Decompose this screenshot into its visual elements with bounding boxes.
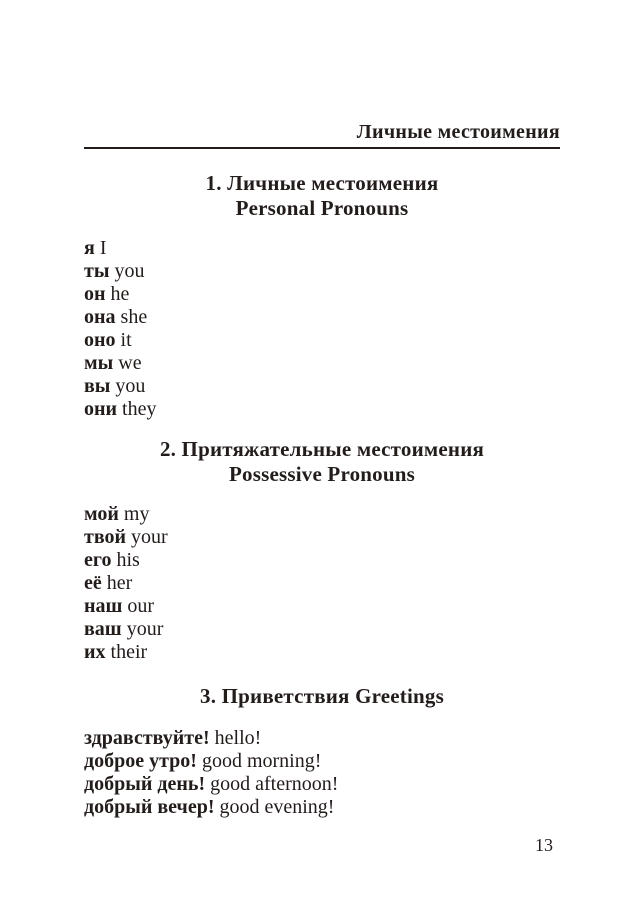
english-translation: your — [126, 618, 164, 640]
russian-term: они — [84, 398, 118, 420]
section-title-russian: 3. Приветствия Greetings — [200, 684, 444, 708]
section-heading — [84, 437, 560, 487]
russian-term: я — [84, 237, 95, 259]
english-translation: our — [127, 595, 155, 617]
russian-term: доброе утро! — [84, 750, 197, 772]
english-translation: her — [106, 572, 133, 594]
english-translation: good evening! — [219, 796, 335, 818]
vocab-entry — [84, 773, 560, 796]
vocab-entry — [84, 526, 560, 549]
vocab-entry — [84, 237, 560, 260]
vocab-entry — [84, 329, 560, 352]
russian-term: мой — [84, 503, 119, 525]
russian-term: наш — [84, 595, 123, 617]
vocab-entry — [84, 306, 560, 329]
vocab-entry — [84, 727, 560, 750]
russian-term: вы — [84, 375, 111, 397]
vocab-entry — [84, 352, 560, 375]
section-heading — [84, 171, 560, 221]
vocab-entry — [84, 796, 560, 819]
vocab-list — [84, 237, 560, 421]
vocab-entry — [84, 641, 560, 664]
page-number: 13 — [535, 835, 553, 855]
section-title-english: Personal Pronouns — [235, 196, 409, 220]
russian-term: мы — [84, 352, 114, 374]
vocab-list — [84, 727, 560, 819]
russian-term: она — [84, 306, 116, 328]
english-translation: it — [120, 329, 132, 351]
section-heading — [84, 684, 560, 709]
russian-term: здравствуйте! — [84, 727, 210, 749]
vocab-entry — [84, 595, 560, 618]
english-translation: you — [114, 260, 145, 282]
russian-term: её — [84, 572, 102, 594]
vocab-entry — [84, 375, 560, 398]
section-title-english: Possessive Pronouns — [228, 462, 416, 486]
english-translation: we — [118, 352, 142, 374]
english-translation: my — [123, 503, 150, 525]
vocab-entry — [84, 750, 560, 773]
english-translation: he — [110, 283, 130, 305]
russian-term: оно — [84, 329, 116, 351]
header-rule — [84, 147, 560, 149]
english-translation: hello! — [214, 727, 262, 749]
english-translation: good afternoon! — [210, 773, 339, 795]
russian-term: ваш — [84, 618, 122, 640]
vocab-entry — [84, 398, 560, 421]
russian-term: ты — [84, 260, 110, 282]
english-translation: his — [116, 549, 140, 571]
english-translation: they — [122, 398, 157, 420]
section-title-russian: 2. Притяжательные местоимения — [159, 437, 485, 461]
vocab-entry — [84, 618, 560, 641]
section-greetings — [84, 684, 560, 819]
russian-term: добрый вечер! — [84, 796, 215, 818]
english-translation: I — [99, 237, 107, 259]
english-translation: you — [115, 375, 146, 397]
section-title-russian: 1. Личные местоимения — [205, 171, 439, 195]
russian-term: их — [84, 641, 106, 663]
english-translation: their — [110, 641, 148, 663]
english-translation: good morning! — [201, 750, 322, 772]
vocab-list — [84, 503, 560, 664]
english-translation: your — [131, 526, 168, 548]
section-possessive-pronouns — [84, 437, 560, 664]
russian-term: он — [84, 283, 106, 305]
russian-term: его — [84, 549, 112, 571]
running-header: Личные местоимения — [356, 121, 560, 143]
russian-term: твой — [84, 526, 127, 548]
russian-term: добрый день! — [84, 773, 206, 795]
vocab-entry — [84, 260, 560, 283]
vocab-entry — [84, 572, 560, 595]
english-translation: she — [120, 306, 148, 328]
vocab-entry — [84, 283, 560, 306]
vocab-entry — [84, 503, 560, 526]
page-content — [84, 0, 560, 856]
section-personal-pronouns — [84, 171, 560, 421]
vocab-entry — [84, 549, 560, 572]
